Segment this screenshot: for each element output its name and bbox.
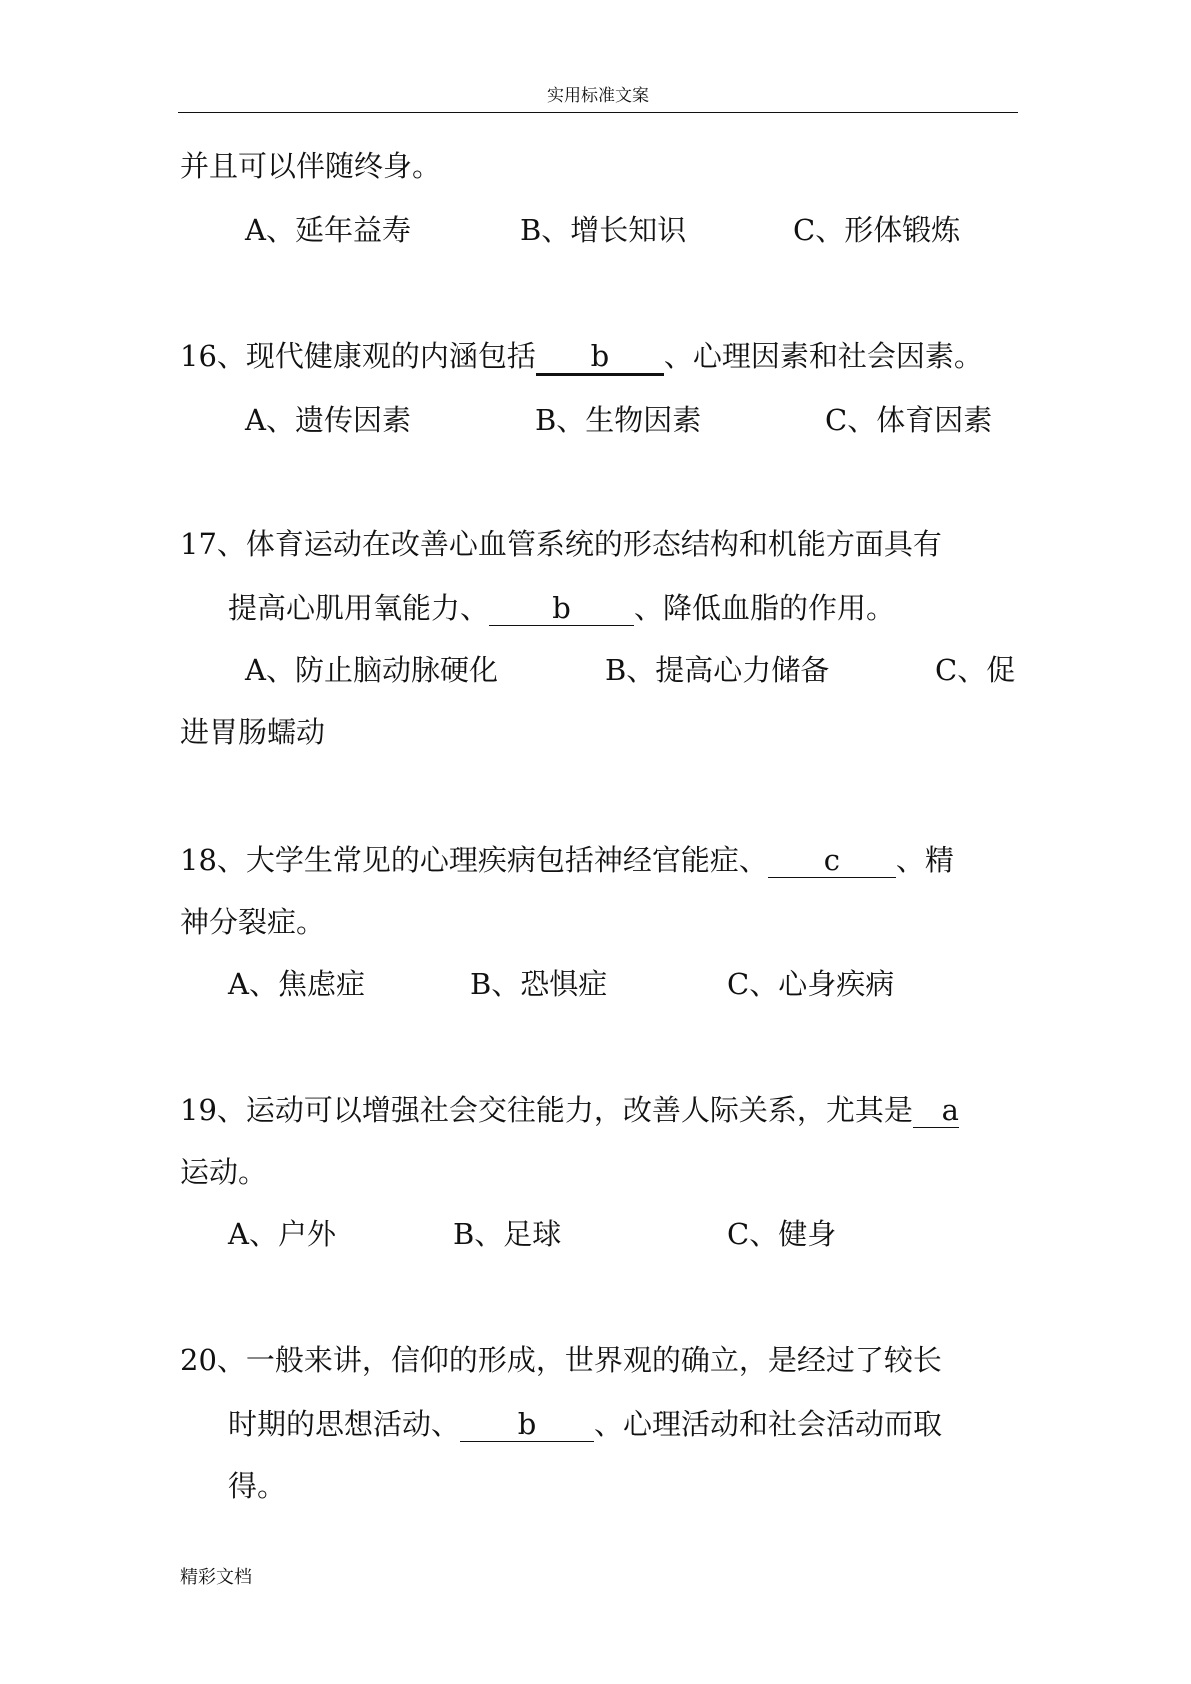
q15-option-b: B、增长知识 <box>520 213 687 247</box>
q16-option-b: B、生物因素 <box>535 403 702 437</box>
q16-text-before: 16、现代健康观的内涵包括 <box>180 339 536 373</box>
q20-answer-blank: b <box>460 1407 594 1442</box>
q18-answer-blank: c <box>768 843 896 878</box>
q17-option-c-continuation: 进胃肠蠕动 <box>180 715 326 749</box>
q17-answer-blank: b <box>489 591 634 626</box>
q20-text-after: 、心理活动和社会活动而取 <box>594 1407 943 1441</box>
q15-option-c: C、形体锻炼 <box>793 213 961 247</box>
q19-question-line2: 运动。 <box>180 1155 268 1189</box>
q20-question-line1: 20、一般来讲，信仰的形成，世界观的确立，是经过了较长 <box>180 1343 942 1377</box>
q17-option-a: A、防止脑动脉硬化 <box>245 653 498 687</box>
q18-question-line1 <box>180 840 954 880</box>
q17-text-after: 、降低血脂的作用。 <box>634 591 896 625</box>
q19-option-a: A、户外 <box>228 1217 336 1251</box>
q20-question-line3: 得。 <box>228 1469 287 1503</box>
page-header: 实用标准文案 <box>178 86 1018 113</box>
q18-text-before: 18、大学生常见的心理疾病包括神经官能症、 <box>180 843 768 877</box>
q18-option-b: B、恐惧症 <box>470 967 608 1001</box>
q18-question-line2: 神分裂症。 <box>180 905 326 939</box>
q16-option-a: A、遗传因素 <box>245 403 411 437</box>
page-footer: 精彩文档 <box>180 1567 252 1588</box>
q20-question-line2 <box>228 1404 942 1444</box>
q18-option-a: A、焦虑症 <box>228 967 365 1001</box>
q18-text-after: 、精 <box>895 843 954 877</box>
q17-option-b: B、提高心力储备 <box>605 653 830 687</box>
q19-option-c: C、健身 <box>727 1217 837 1251</box>
q16-text-after: 、心理因素和社会因素。 <box>663 339 983 373</box>
q16-question <box>180 336 983 376</box>
q18-option-c: C、心身疾病 <box>727 967 895 1001</box>
q16-option-c: C、体育因素 <box>825 403 993 437</box>
q16-answer-blank: b <box>536 339 664 376</box>
q15-option-a: A、延年益寿 <box>245 213 411 247</box>
q17-text-before: 提高心肌用氧能力、 <box>228 591 490 625</box>
q20-text-before: 时期的思想活动、 <box>228 1407 461 1441</box>
q19-answer-blank: a <box>913 1093 959 1128</box>
q19-question-line1 <box>180 1090 959 1130</box>
q17-option-c: C、促 <box>935 653 1016 687</box>
q17-question-line1: 17、体育运动在改善心血管系统的形态结构和机能方面具有 <box>180 527 942 561</box>
q15-continuation: 并且可以伴随终身。 <box>180 149 442 183</box>
q19-text-before: 19、运动可以增强社会交往能力，改善人际关系，尤其是 <box>180 1093 913 1127</box>
q17-question-line2 <box>228 588 895 628</box>
q19-option-b: B、足球 <box>453 1217 562 1251</box>
